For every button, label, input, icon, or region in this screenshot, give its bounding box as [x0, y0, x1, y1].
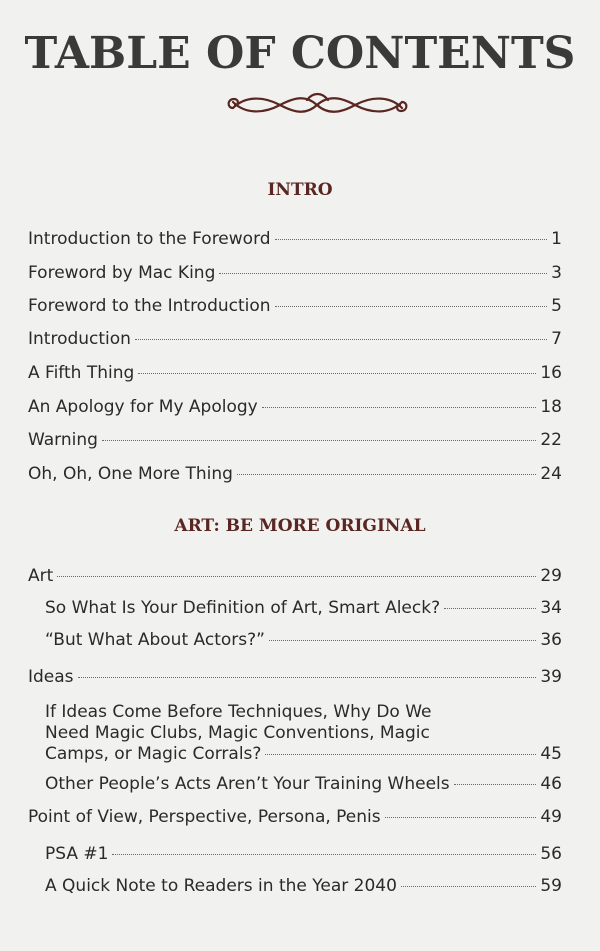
dot-leader: [112, 854, 536, 855]
page-title: TABLE OF CONTENTS: [24, 28, 576, 79]
entry-label: “But What About Actors?”: [45, 630, 265, 650]
toc-entry[interactable]: [28, 328, 562, 350]
scroll-flourish-icon: [225, 88, 410, 122]
entry-label: Foreword by Mac King: [28, 263, 216, 283]
page-number: 3: [551, 263, 562, 283]
toc-entry[interactable]: [28, 429, 562, 451]
toc-subentry[interactable]: [45, 843, 562, 865]
dot-leader: [275, 306, 548, 307]
entry-label: Ideas: [28, 667, 74, 687]
toc-entry[interactable]: [28, 666, 562, 688]
dot-leader: [275, 239, 548, 240]
toc-subentry[interactable]: [45, 597, 562, 619]
entry-label: Other People’s Acts Aren’t Your Training Wheels: [45, 774, 450, 794]
entry-label-line: If Ideas Come Before Techniques, Why Do We: [45, 702, 432, 722]
entry-label: Introduction to the Foreword: [28, 229, 271, 249]
toc-entry[interactable]: [28, 463, 562, 485]
page-number: 59: [540, 876, 562, 896]
section-heading-art: ART: BE MORE ORIGINAL: [174, 516, 426, 536]
page-number: 22: [540, 430, 562, 450]
entry-label-line: Need Magic Clubs, Magic Conventions, Magic: [45, 723, 430, 743]
page-number: 56: [540, 844, 562, 864]
toc-entry[interactable]: [28, 806, 562, 828]
dot-leader: [265, 754, 536, 755]
entry-label: Oh, Oh, One More Thing: [28, 464, 233, 484]
page-number: 29: [540, 566, 562, 586]
entry-label: Warning: [28, 430, 98, 450]
page-number: 16: [540, 363, 562, 383]
toc-entry[interactable]: [28, 228, 562, 250]
entry-label: PSA #1: [45, 844, 109, 864]
page-number: 39: [540, 667, 562, 687]
dot-leader: [262, 407, 537, 408]
dot-leader: [269, 640, 536, 641]
dot-leader: [57, 576, 536, 577]
entry-label: Foreword to the Introduction: [28, 296, 271, 316]
page-number: 24: [540, 464, 562, 484]
dot-leader: [444, 608, 536, 609]
dot-leader: [138, 373, 536, 374]
dot-leader: [454, 784, 537, 785]
toc-entry[interactable]: [28, 565, 562, 587]
toc-subentry[interactable]: [45, 773, 562, 795]
dot-leader: [78, 677, 537, 678]
page-number: 18: [540, 397, 562, 417]
toc-entry[interactable]: [28, 262, 562, 284]
toc-entry[interactable]: [28, 295, 562, 317]
dot-leader: [219, 273, 547, 274]
toc-entry[interactable]: [28, 362, 562, 384]
entry-label-line: Camps, or Magic Corrals?: [45, 744, 262, 764]
dot-leader: [102, 440, 536, 441]
entry-label: An Apology for My Apology: [28, 397, 258, 417]
dot-leader: [237, 474, 536, 475]
page-number: 34: [540, 598, 562, 618]
page-number: 46: [540, 774, 562, 794]
page-number: 5: [551, 296, 562, 316]
page-number: 7: [551, 329, 562, 349]
toc-subentry-multiline[interactable]: [45, 702, 562, 765]
page-number: 36: [540, 630, 562, 650]
dot-leader: [135, 339, 547, 340]
entry-label: A Quick Note to Readers in the Year 2040: [45, 876, 397, 896]
entry-label: A Fifth Thing: [28, 363, 135, 383]
entry-label: So What Is Your Definition of Art, Smart Aleck?: [45, 598, 441, 618]
page-number: 45: [540, 744, 562, 764]
page-number: 1: [551, 229, 562, 249]
entry-label: Art: [28, 566, 54, 586]
entry-label: Point of View, Perspective, Persona, Penis: [28, 807, 381, 827]
toc-subentry[interactable]: [45, 875, 562, 897]
dot-leader: [385, 817, 537, 818]
toc-entry[interactable]: [28, 396, 562, 418]
entry-label: Introduction: [28, 329, 131, 349]
page-number: 49: [540, 807, 562, 827]
section-heading-intro: INTRO: [267, 180, 333, 200]
dot-leader: [401, 886, 536, 887]
toc-subentry[interactable]: [45, 629, 562, 651]
